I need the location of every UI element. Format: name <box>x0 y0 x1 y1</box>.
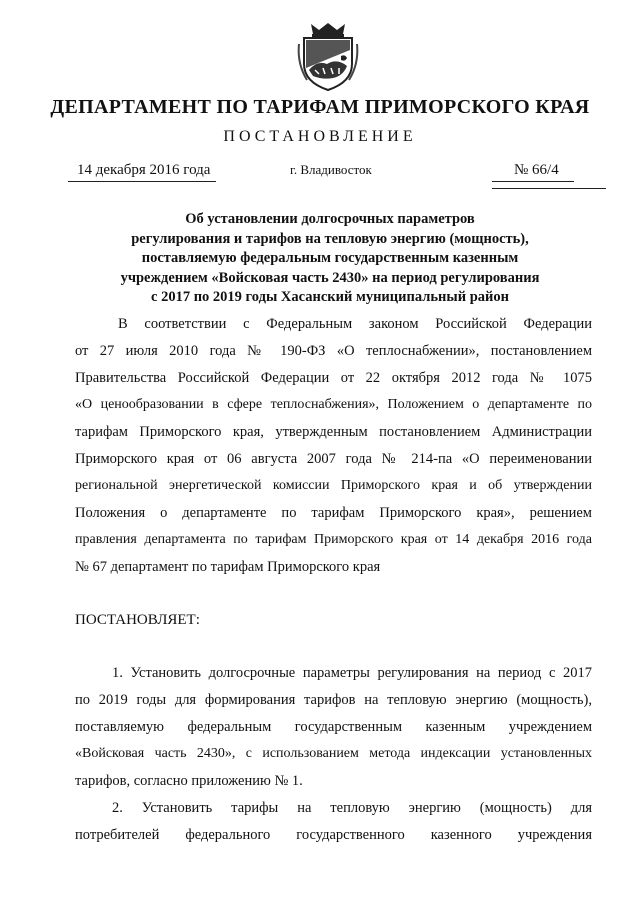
preamble-line: № 67 департамент по тарифам Приморского края <box>75 559 381 575</box>
preamble-line: В соответствии с Федеральным законом Российской Федерации <box>118 316 592 332</box>
document-title <box>60 210 600 308</box>
item-1-line: поставляемую федеральным государственным казенным учреждением <box>75 719 592 735</box>
preamble-line: тарифам Приморского края, утвержденным постановлением Администрации <box>75 424 592 440</box>
document-type: ПОСТАНОВЛЕНИЕ <box>223 128 417 145</box>
item-1-line: «Войсковая часть 2430», с использованием метода индексации установленных <box>75 746 592 761</box>
preamble-line: Приморского края от 06 августа 2007 года № 214-па «О переименовании <box>75 451 592 467</box>
preamble-line: Правительства Российской Федерации от 22 октября 2012 года № 1075 <box>75 370 592 386</box>
title-line: с 2017 по 2019 годы Хасанский муниципальный район <box>151 289 509 305</box>
number-underline-lower <box>492 188 606 189</box>
document-number: № 66/4 <box>514 162 559 178</box>
item-1-line: 1. Установить долгосрочные параметры регулирования на период с 2017 <box>112 665 592 681</box>
title-line: учреждением «Войсковая часть 2430» на период регулирования <box>120 269 540 286</box>
resolves-heading: ПОСТАНОВЛЯЕТ: <box>75 612 200 628</box>
document-city: г. Владивосток <box>290 162 372 177</box>
title-line: поставляемую федеральным государственным казенным <box>141 250 519 266</box>
organization-title: ДЕПАРТАМЕНТ ПО ТАРИФАМ ПРИМОРСКОГО КРАЯ <box>50 96 590 118</box>
coat-of-arms-icon <box>297 20 359 92</box>
item-2-line: 2. Установить тарифы на тепловую энергию (мощность) для <box>112 800 592 816</box>
preamble-line: от 27 июля 2010 года № 190-ФЗ «О теплоснабжении», постановлением <box>75 343 592 359</box>
preamble-line: правления департамента по тарифам Приморского края от 14 декабря 2016 года <box>75 532 592 547</box>
title-line: регулирования и тарифов на тепловую энергию (мощность), <box>131 230 529 247</box>
item-2-line: потребителей федерального государственного казенного учреждения <box>75 827 592 843</box>
item-1-line: по 2019 годы для формирования тарифов на тепловую энергию (мощность), <box>75 692 592 708</box>
preamble-line: «О ценообразовании в сфере теплоснабжения», Положением о департаменте по <box>75 397 592 412</box>
number-underline <box>492 181 574 182</box>
document-date: 14 декабря 2016 года <box>77 162 211 178</box>
preamble-line: Положения о департаменте по тарифам Приморского края», решением <box>75 505 592 521</box>
date-underline <box>68 181 216 182</box>
title-line: Об установлении долгосрочных параметров <box>185 211 475 227</box>
item-1-line: тарифов, согласно приложению № 1. <box>75 773 303 789</box>
preamble-line: региональной энергетической комиссии Приморского края и об утверждении <box>75 478 592 493</box>
